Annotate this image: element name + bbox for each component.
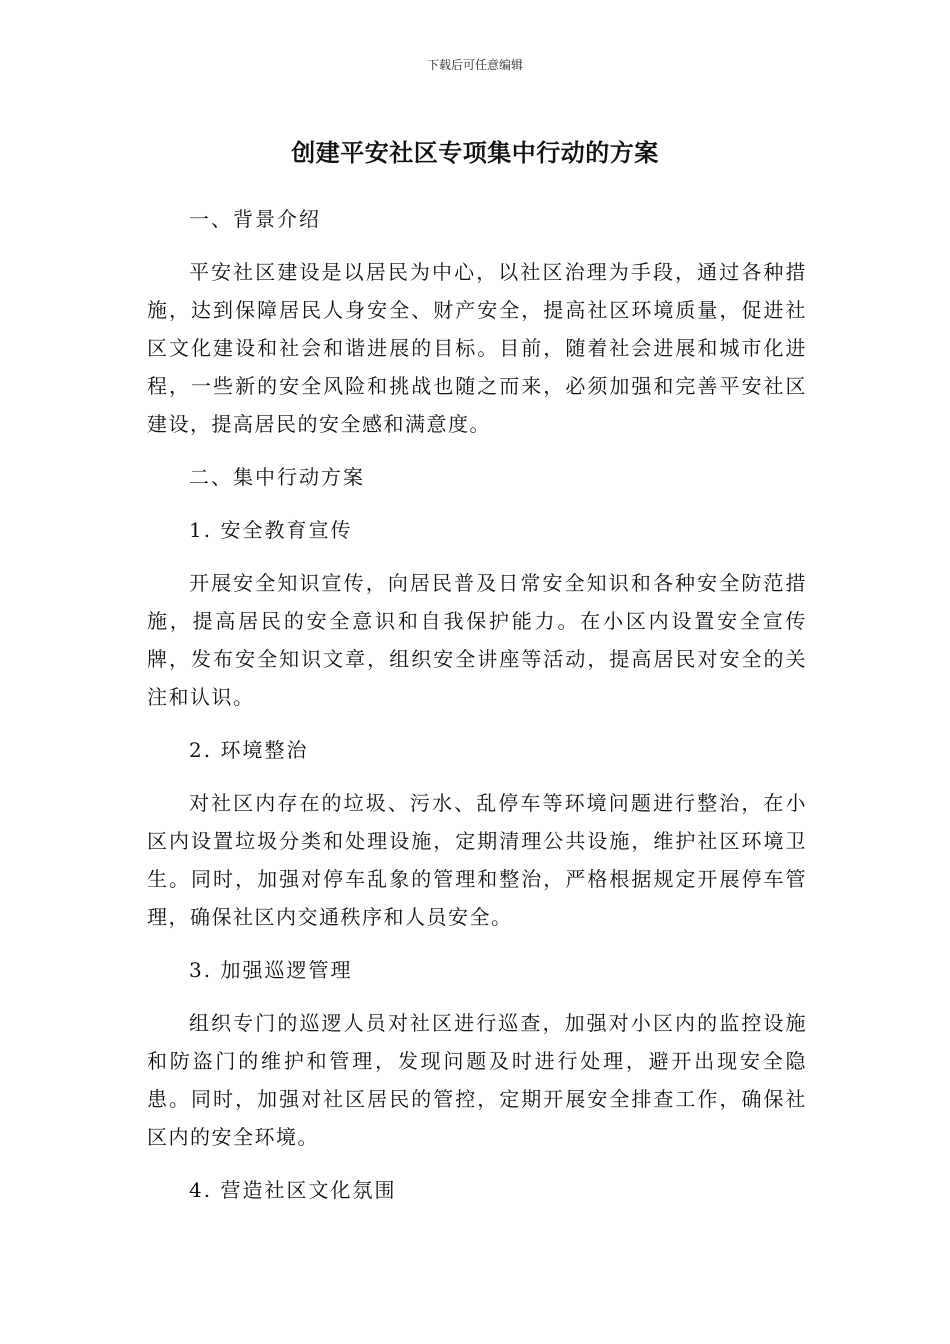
paragraph-safety-education: 开展安全知识宣传，向居民普及日常安全知识和各种安全防范措施，提高居民的安全意识和自我保护能力。在小区内设置安全宣传牌，发布安全知识文章，组织安全讲座等活动，提高居民对安全的关注和认识。 [147,571,807,709]
paragraph-background: 平安社区建设是以居民为中心，以社区治理为手段，通过各种措施，达到保障居民人身安全、财产安全，提高社区环境质量，促进社区文化建设和社会和谐进展的目标。目前，随着社会进展和城市化进程，一些新的安全风险和挑战也随之而来，必须加强和完善平安社区建设，提高居民的安全感和满意度。 [147,260,807,436]
subheading-safety-education: 1. 安全教育宣传 [189,518,353,542]
subheading-environment: 2. 环境整治 [189,738,309,762]
section-heading-action-plan: 二、集中行动方案 [189,465,365,489]
paragraph-patrol: 组织专门的巡逻人员对社区进行巡查，加强对小区内的监控设施和防盗门的维护和管理，发现问题及时进行处理，避开出现安全隐患。同时，加强对社区居民的管控，定期开展安全排查工作，确保社区内的安全环境。 [147,1011,807,1149]
paragraph-environment: 对社区内存在的垃圾、污水、乱停车等环境问题进行整治，在小区内设置垃圾分类和处理设施，定期清理公共设施，维护社区环境卫生。同时，加强对停车乱象的管理和整治，严格根据规定开展停车管理，确保社区内交通秩序和人员安全。 [147,791,807,929]
document-title: 创建平安社区专项集中行动的方案 [291,139,659,167]
subheading-community-culture: 4. 营造社区文化氛围 [189,1178,397,1202]
subheading-patrol: 3. 加强巡逻管理 [189,958,353,982]
document-body [147,200,807,1224]
header-note: 下载后可任意编辑 [426,58,523,72]
section-heading-background: 一、背景介绍 [189,207,321,231]
